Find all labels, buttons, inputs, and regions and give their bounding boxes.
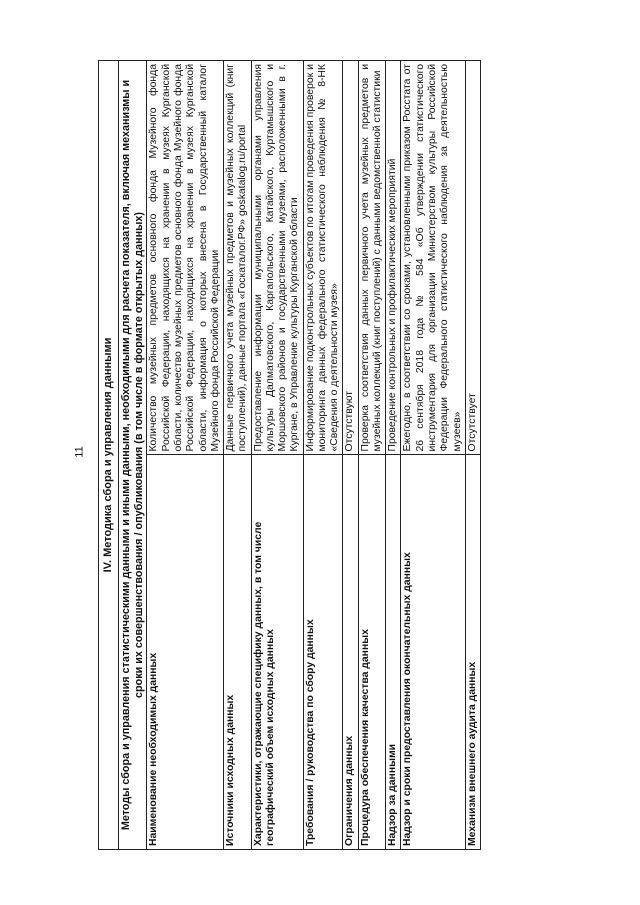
table-row [401, 61, 465, 850]
row-content: Ежегодно, в соответствии со сроками, установленными приказом Росстата от 26 сентября 2018 года № 584 «Об утверждении статистического инструментария для организации Министерством культуры Российской Федерации Федерального статистического наблюдения за деятельностью музеев» [401, 61, 465, 456]
section-title-row [99, 61, 119, 850]
subheader-row [118, 61, 146, 850]
table-row [303, 61, 343, 850]
row-content: Информирование подконтрольных субъектов по итогам проведения проверок и мониторинга данных федерального статистического наблюдения № 8-НК «Сведения о деятельности музея» [303, 61, 343, 456]
table-row [465, 61, 480, 850]
row-content: Проведение контрольных и профилактических мероприятий [386, 61, 401, 456]
row-content: Количество музейных предметов основного фонда Музейного фонда Российской Федерации, находящихся на хранении в музеях Курганской области, количество музейных предметов основного фонда Музейного фонда Российской Федерации, находящихся на хранении в музеях Курганской области, информация о которых внесена в Государственный каталог Музейного фонда Российской Федерации [147, 61, 224, 456]
row-label: Наименование необходимых данных [147, 455, 224, 850]
methodology-table [98, 60, 481, 850]
row-label: Требования / руководства по сбору данных [303, 455, 343, 850]
row-label: Источники исходных данных [224, 455, 252, 850]
table-row [358, 61, 386, 850]
rotated-page-content [98, 60, 530, 850]
section-title: IV. Методика сбора и управления данными [99, 61, 119, 850]
table-row [386, 61, 401, 850]
table-row [251, 61, 303, 850]
table-row [224, 61, 252, 850]
row-label: Механизм внешнего аудита данных [465, 455, 480, 850]
table-row [147, 61, 224, 850]
row-content: Отсутствуют [343, 61, 358, 456]
row-content: Предоставление информации муниципальными органами управления культуры Далматовского, Каргапольского, Катайского, Куртамышского и Моршовского районов и государственными музеями, расположенными в г. Кургане, в Управление культуры Курганской области [251, 61, 303, 456]
row-label: Процедура обеспечения качества данных [358, 455, 386, 850]
row-content: Отсутствует [465, 61, 480, 456]
row-label: Характеристики, отражающие специфику данных, в том числе географический объем исходных данных [251, 455, 303, 850]
methodology-table-container [98, 60, 530, 850]
row-content: Данные первичного учета музейных предметов и музейных коллекций (книг поступлений), данные портала «Госкаталог.РФ» goskatalog.ru/portal [224, 61, 252, 456]
page-number: 11 [73, 446, 86, 458]
row-label: Надзор за данными [386, 455, 401, 850]
row-label: Ограничения данных [343, 455, 358, 850]
row-label: Надзор и сроки предоставления окончательных данных [401, 455, 465, 850]
methods-subheader: Методы сбора и управления статистическими данными и иными данными, необходимыми для расчета показателя, включая механизмы и сроки их совершенствования / опубликования (в том числе в формате открытых данных) [118, 61, 146, 850]
table-row [343, 61, 358, 850]
row-content: Проверка соответствия данных первичного учета музейных предметов и музейных коллекций (книг поступлений) с данными ведомственной статистики [358, 61, 386, 456]
